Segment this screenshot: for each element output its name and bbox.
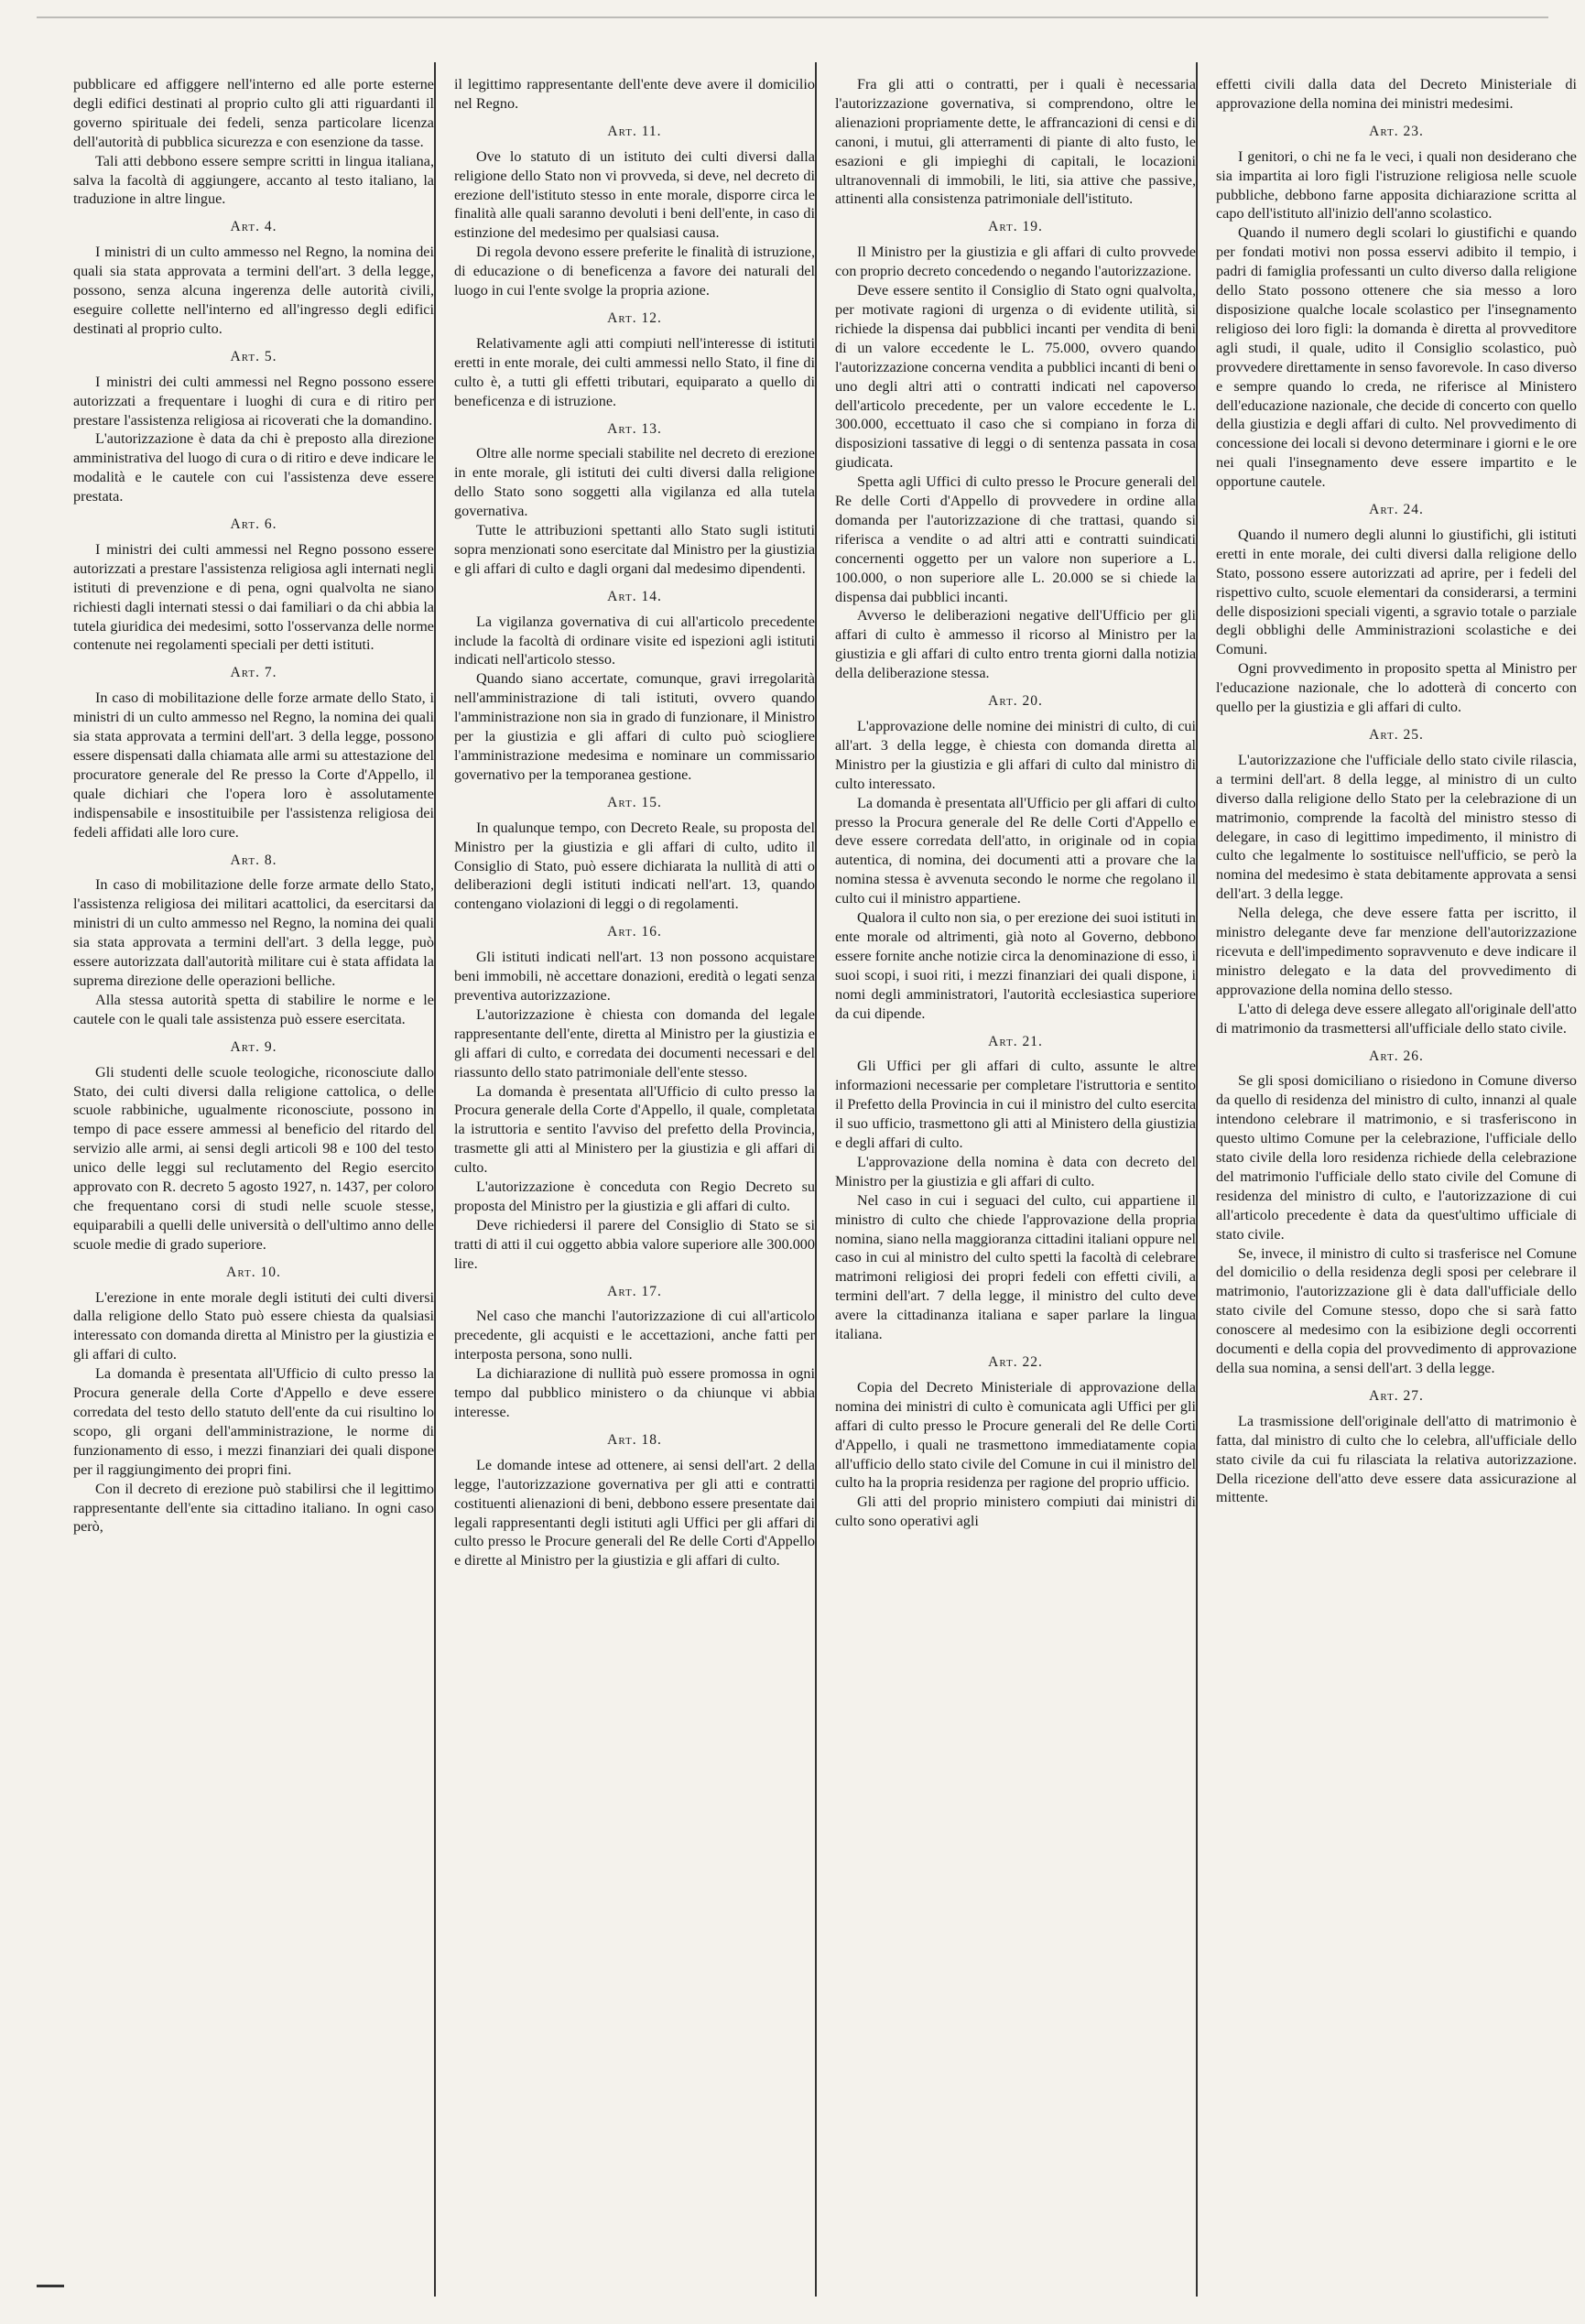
paragraph: Ogni provvedimento in proposito spetta al Ministro per l'educazione nazionale, che lo adotterà di concerto con quello per la giustizia e gli affari di culto. bbox=[1216, 660, 1577, 716]
paragraph: La domanda è presentata all'Ufficio per gli affari di culto presso la Procura generale del Re delle Corti d'Appello e deve essere corredata dell'atto, in originale od in copia autentica, di nomina, dei documenti atti a provare che la nomina stessa è avvenuta secondo le norme che regolano il culto cui il ministro appartiene. bbox=[835, 794, 1196, 907]
paragraph: I ministri dei culti ammessi nel Regno possono essere autorizzati a frequentare i luoghi di cura e di ritiro per prestare l'assistenza religiosa ai ricoverati che la domandino. bbox=[73, 373, 434, 429]
paragraph: Gli istituti indicati nell'art. 13 non possono acquistare beni immobili, nè accettare donazioni, eredità o legati senza preventiva autorizzazione. bbox=[454, 949, 815, 1004]
paragraph: L'erezione in ente morale degli istituti dei culti diversi dalla religione dello Stato può essere chiesta da qualsiasi interessato con domanda diretta al Ministro per la giustizia e gli affari di culto. bbox=[73, 1288, 434, 1363]
paragraph: La dichiarazione di nullità può essere promossa in ogni tempo dal pubblico ministero o da chiunque vi abbia interesse. bbox=[454, 1365, 815, 1420]
paragraph: Con il decreto di erezione può stabilirsi che il legittimo rappresentante dell'ente sia cittadino italiano. In ogni caso però, bbox=[73, 1480, 434, 1536]
article-heading: Art. 27. bbox=[1369, 1387, 1424, 1404]
paragraph: La vigilanza governativa di cui all'articolo precedente include la facoltà di ordinare visite ed ispezioni agli istituti indicati nell'articolo stesso. bbox=[454, 613, 815, 668]
article-heading: Art. 9. bbox=[230, 1038, 277, 1055]
paragraph: Qualora il culto non sia, o per erezione dei suoi istituti in ente morale od altrimenti, già noto al Governo, debbono essere fornite anche notizie circa la denominazione di esso, i suoi scopi, i suoi riti, i mezzi finanziari dei quali dispone, i nomi degli amministratori, l'autorità ecclesiastica superiore da cui dipende. bbox=[835, 909, 1196, 1022]
article-heading: Art. 21. bbox=[988, 1033, 1043, 1049]
paragraph: Alla stessa autorità spetta di stabilire le norme e le cautele con le quali tale assistenza può essere esercitata. bbox=[73, 991, 434, 1027]
paragraph: I ministri dei culti ammessi nel Regno possono essere autorizzati a prestare l'assistenza religiosa agli internati negli istituti di prevenzione e di pena, ogni qualvolta ne siano richiesti dagli internati stessi o dai familiari o da chi abbia la tutela giuridica dei medesimi, sotto l'osservanza delle norme contenute nei regolamenti speciali per detti istituti. bbox=[73, 540, 434, 654]
paragraph: Nel caso che manchi l'autorizzazione di cui all'articolo precedente, gli acquisti e le accettazioni, anche fatti per interposta persona, sono nulli. bbox=[454, 1308, 815, 1363]
paragraph: L'autorizzazione è conceduta con Regio Decreto su proposta del Ministro per la giustizia e gli affari di culto. bbox=[454, 1178, 815, 1214]
paragraph: Gli studenti delle scuole teologiche, riconosciute dallo Stato, dei culti diversi dalla religione cattolica, o delle scuole rabbiniche, ugualmente riconosciute, possono in tempo di pace essere ammessi al beneficio del ritardo del servizio alle armi, ai sensi degli articoli 98 e 100 del testo unico delle leggi sul reclutamento del Regio esercito approvato con R. decreto 5 agosto 1927, n. 1437, per coloro che frequentano corsi di studi nelle scuole stesse, equiparabili a quelli delle università o dell'ultimo anno delle scuole medie di grado superiore. bbox=[73, 1063, 434, 1253]
paragraph: Nel caso in cui i seguaci del culto, cui appartiene il ministro di culto che chiede l'approvazione della propria nomina, siano nella maggioranza cittadini italiani oppure nel caso in cui al ministro del culto spetti la facoltà di celebrare matrimoni religiosi dei propri fedeli con effetti civili, a termini dell'art. 7 della legge, il ministro del culto deve avere la cittadinanza italiana e saper parlare la lingua italiana. bbox=[835, 1191, 1196, 1343]
paragraph: Di regola devono essere preferite le finalità di istruzione, di educazione o di beneficenza a favore dei naturali del luogo in cui l'ente svolge la propria azione. bbox=[454, 244, 815, 299]
paragraph: I genitori, o chi ne fa le veci, i quali non desiderano che sia impartita ai loro figli l'istruzione religiosa nelle scuole pubbliche, debbono farne apposita dichiarazione scritta al capo dell'istituto all'inizio dell'anno scolastico. bbox=[1216, 147, 1577, 223]
paragraph: Quando siano accertate, comunque, gravi irregolarità nell'amministrazione di tali istituti, ovvero quando l'amministrazione non sia in grado di funzionare, il Ministro per la giustizia e gli affari di culto può sciogliere l'amministrazione medesima e nominare un commissario governativo per la temporanea gestione. bbox=[454, 670, 815, 783]
paragraph: Gli Uffici per gli affari di culto, assunte le altre informazioni necessarie per completare l'istruttoria e sentito il Prefetto della Provincia in cui il ministro del culto esercita il suo ufficio, trasmettono gli atti al Ministero della giustizia e degli affari di culto. bbox=[835, 1058, 1196, 1152]
article-heading: Art. 7. bbox=[230, 665, 277, 681]
article-heading: Art. 6. bbox=[230, 516, 277, 533]
column-4 bbox=[1216, 75, 1577, 2291]
column-3 bbox=[835, 75, 1196, 2291]
article-heading: Art. 23. bbox=[1369, 123, 1424, 139]
article-heading: Art. 20. bbox=[988, 693, 1043, 710]
paragraph: Fra gli atti o contratti, per i quali è necessaria l'autorizzazione governativa, si comprendono, oltre le alienazioni propriamente dette, le affrancazioni di censi e di canoni, i mutui, gli atterramenti di piante di alto fusto, le esazioni e gli impieghi di capitali, le locazioni ultranovennali di immobili, le liti, sia attive che passive, attinenti alla consistenza patrimoniale dell'istituto. bbox=[835, 76, 1196, 208]
top-border bbox=[37, 16, 1548, 18]
paragraph: Se gli sposi domiciliano o risiedono in Comune diverso da quello di residenza del ministro di culto, innanzi al quale intendono celebrare il matrimonio, e si trasferiscono in questo ultimo Comune per la celebrazione, l'ufficiale dello stato civile della loro residenza richiede della celebrazione del matrimonio l'ufficiale dello stato civile del Comune di residenza del ministro di culto, e l'autorizzazione di cui all'articolo precedente è data da quest'ultimo ufficiale di stato civile. bbox=[1216, 1072, 1577, 1243]
paragraph: Nella delega, che deve essere fatta per iscritto, il ministro delegante deve far menzione dell'autorizzazione ricevuta e dell'impedimento sopravvenuto e deve indicare il ministro delegato e la data del provvedimento di approvazione della nomina dello stesso. bbox=[1216, 905, 1577, 998]
paragraph: L'autorizzazione è data da chi è preposto alla direzione amministrativa del luogo di cura o di ritiro e deve indicare le modalità e le cautele con cui l'assistenza deve essere prestata. bbox=[73, 430, 434, 505]
article-heading: Art. 8. bbox=[230, 852, 277, 868]
text-columns bbox=[73, 75, 1577, 2291]
paragraph: pubblicare ed affiggere nell'interno ed alle porte esterne degli edifici destinati al proprio culto gli atti riguardanti il governo spirituale dei fedeli, senza particolare licenza dell'autorità di pubblica sicurezza e con esenzione da tasse. bbox=[73, 76, 434, 150]
article-heading: Art. 26. bbox=[1369, 1048, 1424, 1064]
paragraph: Il Ministro per la giustizia e gli affari di culto provvede con proprio decreto concedendo o negando l'autorizzazione. bbox=[835, 244, 1196, 280]
paragraph: Tutte le attribuzioni spettanti allo Stato sugli istituti sopra menzionati sono esercitate dal Ministro per la giustizia e gli affari di culto e dagli organi dal medesimo dipendenti. bbox=[454, 522, 815, 577]
paragraph: Relativamente agli atti compiuti nell'interesse di istituti eretti in ente morale, dei culti ammessi nello Stato, il fine di culto è, a tutti gli effetti tributari, equiparato a quello di beneficenza e di istruzione. bbox=[454, 334, 815, 409]
article-heading: Art. 15. bbox=[607, 794, 662, 810]
article-heading: Art. 19. bbox=[988, 219, 1043, 235]
paragraph: Spetta agli Uffici di culto presso le Procure generali del Re delle Corti d'Appello di provvedere in ordine alla domanda per l'autorizzazione di che trattasi, quando si riferisca a vendite o ad altri atti e contratti suindicati concernenti oggetto per un valore non superiore a L. 100.000, o non superiore alle L. 20.000 se si chiede la dispensa dai pubblici incanti. bbox=[835, 473, 1196, 605]
paragraph: Quando il numero degli scolari lo giustifichi e quando per fondati motivi non possa esservi adibito il tempio, i padri di famiglia professanti un culto diverso dalla religione dello Stato possono ottenere che sia messo a loro disposizione qualche locale scolastico per l'insegnamento religioso dei loro figli: la domanda è diretta al provveditore agli studi, il quale, udito il Consiglio scolastico, può provvedere direttamente in senso favorevole. In caso diverso e sempre quando lo creda, ne riferisce al Ministero dell'educazione nazionale, che decide di concerto con quello della giustizia e degli affari di culto. Nel provvedimento di concessione dei locali si devono determinare i giorni e le ore nei quali l'insegnamento deve essere impartito e le opportune cautele. bbox=[1216, 224, 1577, 491]
paragraph: Le domande intese ad ottenere, ai sensi dell'art. 2 della legge, l'autorizzazione governativa per gli atti e contratti costituenti alienazioni di beni, debbono essere presentate dai legali rappresentanti degli istituti agli Uffici per gli affari di culto presso le Procure generali del Re delle Corti d'Appello e dirette al Ministro per la giustizia e gli affari di culto. bbox=[454, 1456, 815, 1569]
article-heading: Art. 10. bbox=[226, 1264, 281, 1280]
paragraph: L'autorizzazione è chiesta con domanda del legale rappresentante dell'ente, diretta al Ministro per la giustizia e gli affari di culto, e corredata dei documenti necessari e del riassunto dello stato patrimoniale dell'ente stesso. bbox=[454, 1005, 815, 1081]
paragraph: Deve richiedersi il parere del Consiglio di Stato se si tratti di atti il cui oggetto abbia valore superiore alle 300.000 lire. bbox=[454, 1216, 815, 1272]
paragraph: Tali atti debbono essere sempre scritti in lingua italiana, salva la facoltà di aggiungere, accanto al testo italiano, la traduzione in altre lingue. bbox=[73, 152, 434, 208]
paragraph: Deve essere sentito il Consiglio di Stato ogni qualvolta, per motivate ragioni di urgenza o di evidente utilità, si richiede la dispensa dai pubblici incanti per vendita di beni di un valore eccedente le L. 75.000, ovvero quando l'autorizzazione concerna vendita a pubblici incanti di beni o uno degli altri atti o contratti indicati nel capoverso dell'articolo precedente, per un valore eccedente le L. 300.000, eccettuato il caso che si compiano in forza di disposizioni tassative di leggi o di sentenza passata in cosa giudicata. bbox=[835, 282, 1196, 472]
paragraph: effetti civili dalla data del Decreto Ministeriale di approvazione della nomina dei ministri medesimi. bbox=[1216, 76, 1577, 112]
article-heading: Art. 11. bbox=[607, 123, 662, 139]
paragraph: La domanda è presentata all'Ufficio di culto presso la Procura generale della Corte d'Appello, il quale, completata la istruttoria e sentito l'avviso del prefetto della Provincia, trasmette gli atti al Ministero per la giustizia e gli affari di culto. bbox=[454, 1082, 815, 1177]
paragraph: In caso di mobilitazione delle forze armate dello Stato, i ministri di un culto ammesso nel Regno, la nomina dei quali sia stata approvata a termini dell'art. 3 della legge, possono essere dispensati dalla chiamata alle armi su attestazione del procuratore generale del Re presso la Corte d'Appello, il quale dichiari che l'opera loro è assolutamente indispensabile e insostituibile per l'assistenza religiosa dei fedeli affidati alle loro cure. bbox=[73, 690, 434, 841]
paragraph: In qualunque tempo, con Decreto Reale, su proposta del Ministro per la giustizia e gli affari di culto, udito il Consiglio di Stato, può essere dichiarata la nullità di atti o deliberazioni degli istituti indicati nell'art. 13, quando contengano violazioni di leggi o di regolamenti. bbox=[454, 819, 815, 913]
paragraph: Se, invece, il ministro di culto si trasferisce nel Comune del domicilio o della residenza degli sposi per celebrare il matrimonio, l'autorizzazione gli è data dall'ufficiale dello stato civile del Comune stesso, dopo che si sarà fatto conoscere al medesimo con la esibizione degli occorrenti documenti e della copia del provvedimento di approvazione della sua nomina, a sensi dell'art. 3 della legge. bbox=[1216, 1244, 1577, 1376]
article-heading: Art. 4. bbox=[230, 219, 277, 235]
paragraph: L'atto di delega deve essere allegato all'originale dell'atto di matrimonio da trasmettersi all'ufficiale dello stato civile. bbox=[1216, 1000, 1577, 1037]
article-heading: Art. 24. bbox=[1369, 502, 1424, 518]
paragraph: Ove lo statuto di un istituto dei culti diversi dalla religione dello Stato non vi provveda, si deve, nel decreto di erezione dell'istituto stesso in ente morale, disporre circa le finalità alle quali saranno devoluti i beni dell'ente, in caso di estinzione del medesimo per qualsiasi causa. bbox=[454, 147, 815, 242]
article-heading: Art. 14. bbox=[607, 588, 662, 604]
article-heading: Art. 17. bbox=[607, 1283, 662, 1299]
column-2 bbox=[454, 75, 815, 2291]
paragraph: In caso di mobilitazione delle forze armate dello Stato, l'assistenza religiosa dei militari acattolici, da esercitarsi da ministri di un culto ammesso nel Regno, la nomina dei quali sia stata approvata a termini dell'art. 3 della legge, può essere autorizzata dall'autorità militare cui è stata affidata la suprema direzione delle operazioni belliche. bbox=[73, 876, 434, 989]
bottom-mark bbox=[37, 2285, 64, 2287]
paragraph: I ministri di un culto ammesso nel Regno, la nomina dei quali sia stata approvata a termini dell'art. 3 della legge, possono, senza alcuna ingerenza delle autorità civili, eseguire collette nell'interno ed all'ingresso degli edifici destinati al proprio culto. bbox=[73, 244, 434, 337]
paragraph: Copia del Decreto Ministeriale di approvazione della nomina dei ministri di culto è comunicata agli Uffici per gli affari di culto presso le Procure generali del Re delle Corti d'Appello, i quali ne trasmettono immediatamente copia all'ufficio dello stato civile del Comune in cui il ministro del culto ha la propria residenza per ragione del proprio ufficio. bbox=[835, 1378, 1196, 1492]
article-heading: Art. 5. bbox=[230, 348, 277, 364]
paragraph: Gli atti del proprio ministero compiuti dai ministri di culto sono operativi agli bbox=[835, 1493, 1196, 1530]
paragraph: Avverso le deliberazioni negative dell'Ufficio per gli affari di culto è ammesso il ricorso al Ministro per la giustizia e gli affari di culto entro trenta giorni dalla notizia della deliberazione stessa. bbox=[835, 607, 1196, 682]
article-heading: Art. 25. bbox=[1369, 727, 1424, 743]
article-heading: Art. 22. bbox=[988, 1354, 1043, 1370]
article-heading: Art. 12. bbox=[607, 310, 662, 326]
paragraph: L'approvazione della nomina è data con decreto del Ministro per la giustizia e gli affari di culto. bbox=[835, 1153, 1196, 1189]
paragraph: La trasmissione dell'originale dell'atto di matrimonio è fatta, dal ministro di culto che lo celebra, all'ufficiale dello stato civile da cui fu rilasciata la relativa autorizzazione. Della ricezione dell'atto deve essere data assicurazione al mittente. bbox=[1216, 1412, 1577, 1506]
paragraph: L'approvazione delle nomine dei ministri di culto, di cui all'art. 3 della legge, è chiesta con domanda diretta al Ministro per la giustizia e gli affari di culto dal ministro di culto interessato. bbox=[835, 718, 1196, 792]
article-heading: Art. 16. bbox=[607, 924, 662, 940]
article-heading: Art. 13. bbox=[607, 420, 662, 437]
paragraph: La domanda è presentata all'Ufficio di culto presso la Procura generale della Corte d'Appello e deve essere corredata del testo dello statuto dell'ente da cui risultino lo scopo, gli organi dell'amministrazione, le norme di funzionamento di esso, i mezzi finanziari dei quali dispone per il raggiungimento dei propri fini. bbox=[73, 1365, 434, 1478]
paragraph: Oltre alle norme speciali stabilite nel decreto di erezione in ente morale, gli istituti dei culti diversi dalla religione dello Stato sono soggetti alla vigilanza ed alla tutela governativa. bbox=[454, 445, 815, 520]
column-1 bbox=[73, 75, 434, 2291]
paragraph: Quando il numero degli alunni lo giustifichi, gli istituti eretti in ente morale, dei culti diversi dalla religione dello Stato, possono essere autorizzati ad aprire, per i fedeli del rispettivo culto, scuole elementari da considerarsi, a termini delle disposizioni speciali vigenti, a sgravio totale o parziale degli obblighi delle Amministrazioni scolastiche e dei Comuni. bbox=[1216, 526, 1577, 658]
article-heading: Art. 18. bbox=[607, 1431, 662, 1448]
paragraph: L'autorizzazione che l'ufficiale dello stato civile rilascia, a termini dell'art. 8 della legge, al ministro di un culto diverso dalla religione dello Stato per la celebrazione di un matrimonio, comprende la facoltà del ministro stesso di delegare, in caso di legittimo impedimento, il ministro di culto che legalmente lo sostituisce nell'ufficio, se però la nomina del medesimo è stata debitamente approvata a sensi dell'art. 3 della legge. bbox=[1216, 751, 1577, 903]
paragraph: il legittimo rappresentante dell'ente deve avere il domicilio nel Regno. bbox=[454, 76, 815, 112]
